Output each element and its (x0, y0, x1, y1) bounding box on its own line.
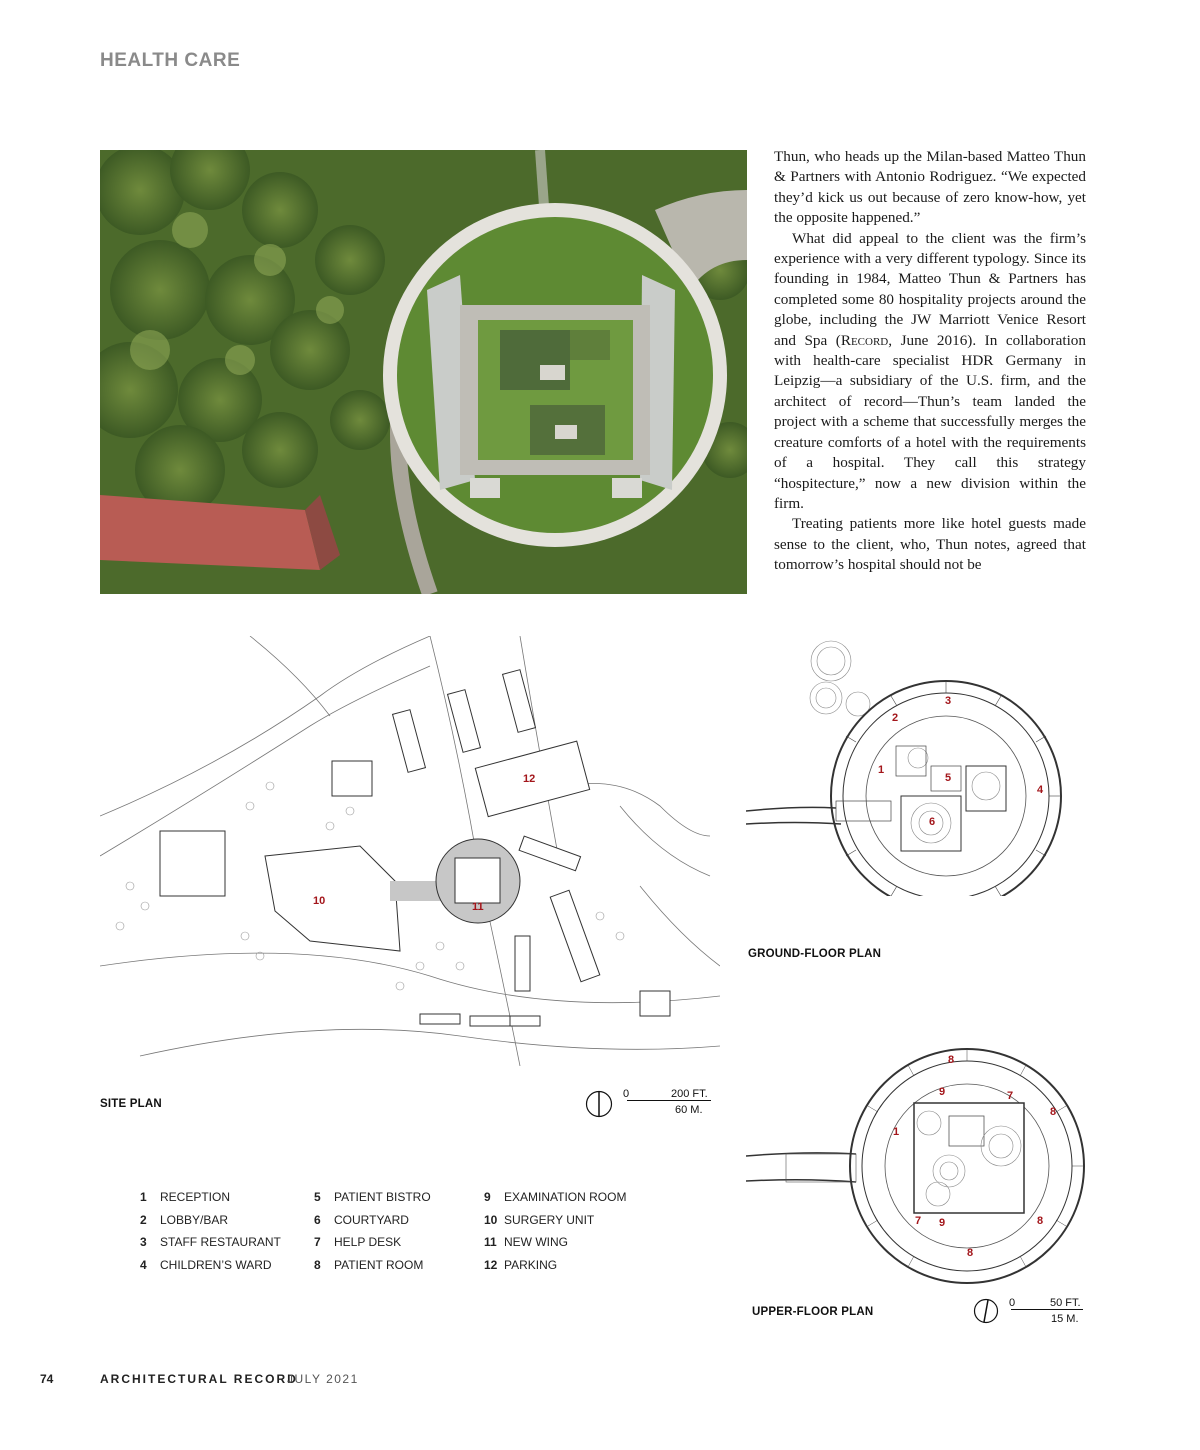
legend-item (314, 1213, 431, 1236)
article-paragraph: Thun, who heads up the Milan-based Matteo Thun & Partners with Antonio Rodriguez. “We expected they’d kick us out because of zero know-how, yet the opposite happened.” (774, 148, 1086, 227)
legend-item (314, 1235, 431, 1258)
site-plan-drawing (100, 636, 720, 1066)
legend-number: 6 (314, 1212, 321, 1227)
legend-column (484, 1190, 626, 1280)
site-label-10: 10 (313, 895, 326, 907)
upper-label-8: 8 (948, 1054, 955, 1066)
legend-number: 7 (314, 1235, 321, 1249)
north-arrow-icon (973, 1298, 999, 1324)
legend-item (140, 1235, 281, 1258)
issue-date: JULY 2021 (287, 1372, 359, 1386)
scale-bar (1011, 1309, 1083, 1310)
legend-item (484, 1235, 626, 1258)
scale-zero: 0 (1009, 1297, 1016, 1309)
legend-label: RECEPTION (160, 1190, 231, 1204)
article-paragraph: Treating patients more like hotel guests made sense to the client, who, Thun notes, agreed that tomorrow’s hospital should not be (774, 515, 1086, 574)
article-paragraph-text: , June 2016). In collaboration with health-care specialist HDR Germany in Leipzig—a subsidiary of the U.S. firm, and the architect of record—Thun’s team landed the project with a scheme that successfully merges the creature comforts of a hotel with the requirements of a hospital. They call this strategy “hospitecture,” now a new division within the firm. (774, 331, 1086, 512)
article-paragraph (774, 229, 1086, 515)
publication-name: ARCHITECTURAL RECORD (100, 1372, 298, 1386)
section-label: HEALTH CARE (100, 50, 241, 71)
legend-number: 8 (314, 1257, 321, 1272)
ground-label-5: 5 (945, 772, 952, 784)
upper-label-7: 7 (1007, 1090, 1014, 1102)
legend-item (314, 1258, 431, 1281)
legend-label: HELP DESK (334, 1235, 402, 1249)
site-plan-caption: SITE PLAN (100, 1098, 162, 1110)
upper-label-9: 9 (939, 1217, 946, 1229)
aerial-photo (100, 150, 747, 594)
ground-label-2: 2 (892, 712, 899, 724)
site-label-11: 11 (472, 901, 484, 913)
legend-number: 1 (140, 1190, 147, 1204)
legend-column (140, 1190, 281, 1280)
legend-number: 11 (484, 1235, 497, 1249)
ground-label-1: 1 (878, 764, 885, 776)
legend-label: PARKING (504, 1257, 558, 1272)
legend-item (140, 1190, 281, 1213)
scale-bar (627, 1100, 711, 1101)
legend-number: 2 (140, 1212, 147, 1227)
north-arrow-icon (585, 1090, 613, 1118)
upper-floor-plan-caption: UPPER-FLOOR PLAN (752, 1306, 874, 1318)
upper-label-8: 8 (967, 1247, 974, 1259)
legend-label: LOBBY/BAR (160, 1212, 229, 1227)
legend-label: EXAMINATION ROOM (504, 1190, 627, 1204)
legend-label: PATIENT BISTRO (334, 1190, 431, 1204)
legend-column (314, 1190, 431, 1280)
ground-floor-plan-caption: GROUND-FLOOR PLAN (748, 948, 882, 960)
article-paragraph-text: What did appeal to the client was the firm’s experience with a very different typology. Since its founding in 1984, Matteo Thun & Partners has completed some 80 hospitality projects around the globe, including the JW Marriott Venice Resort and Spa ( (774, 229, 1086, 349)
legend-label: SURGERY UNIT (504, 1212, 595, 1227)
legend-item (140, 1213, 281, 1236)
upper-floor-plan-drawing (746, 1036, 1086, 1296)
upper-label-1: 1 (893, 1126, 900, 1138)
legend-item (314, 1190, 431, 1213)
legend-label: NEW WING (504, 1235, 568, 1249)
upper-label-9: 9 (939, 1086, 946, 1098)
article-body (774, 147, 1086, 576)
legend-number: 12 (484, 1257, 498, 1272)
legend-number: 10 (484, 1212, 498, 1227)
legend-number: 5 (314, 1190, 321, 1204)
site-label-12: 12 (523, 773, 536, 785)
record-reference: Record (840, 331, 889, 349)
scale-imperial: 200 FT. (671, 1088, 708, 1100)
legend-label: STAFF RESTAURANT (160, 1235, 281, 1249)
scale-metric: 15 M. (1051, 1313, 1079, 1325)
legend-item (484, 1258, 626, 1281)
ground-label-3: 3 (945, 695, 952, 707)
legend-label: CHILDREN’S WARD (160, 1257, 272, 1272)
legend-number: 9 (484, 1190, 491, 1204)
ground-label-4: 4 (1037, 784, 1044, 796)
ground-floor-plan-drawing (746, 636, 1086, 896)
scale-zero: 0 (623, 1088, 630, 1100)
legend-item (484, 1190, 626, 1213)
ground-label-6: 6 (929, 816, 936, 828)
scale-metric: 60 M. (675, 1104, 703, 1116)
upper-label-8: 8 (1050, 1106, 1057, 1118)
page-number: 74 (40, 1372, 54, 1386)
upper-label-8: 8 (1037, 1215, 1044, 1227)
legend-number: 4 (140, 1257, 147, 1272)
legend-item (484, 1213, 626, 1236)
legend-label: PATIENT ROOM (334, 1257, 424, 1272)
legend-label: COURTYARD (334, 1212, 409, 1227)
scale-imperial: 50 FT. (1050, 1297, 1081, 1309)
legend-item (140, 1258, 281, 1281)
upper-label-7: 7 (915, 1215, 922, 1227)
legend-number: 3 (140, 1235, 147, 1249)
